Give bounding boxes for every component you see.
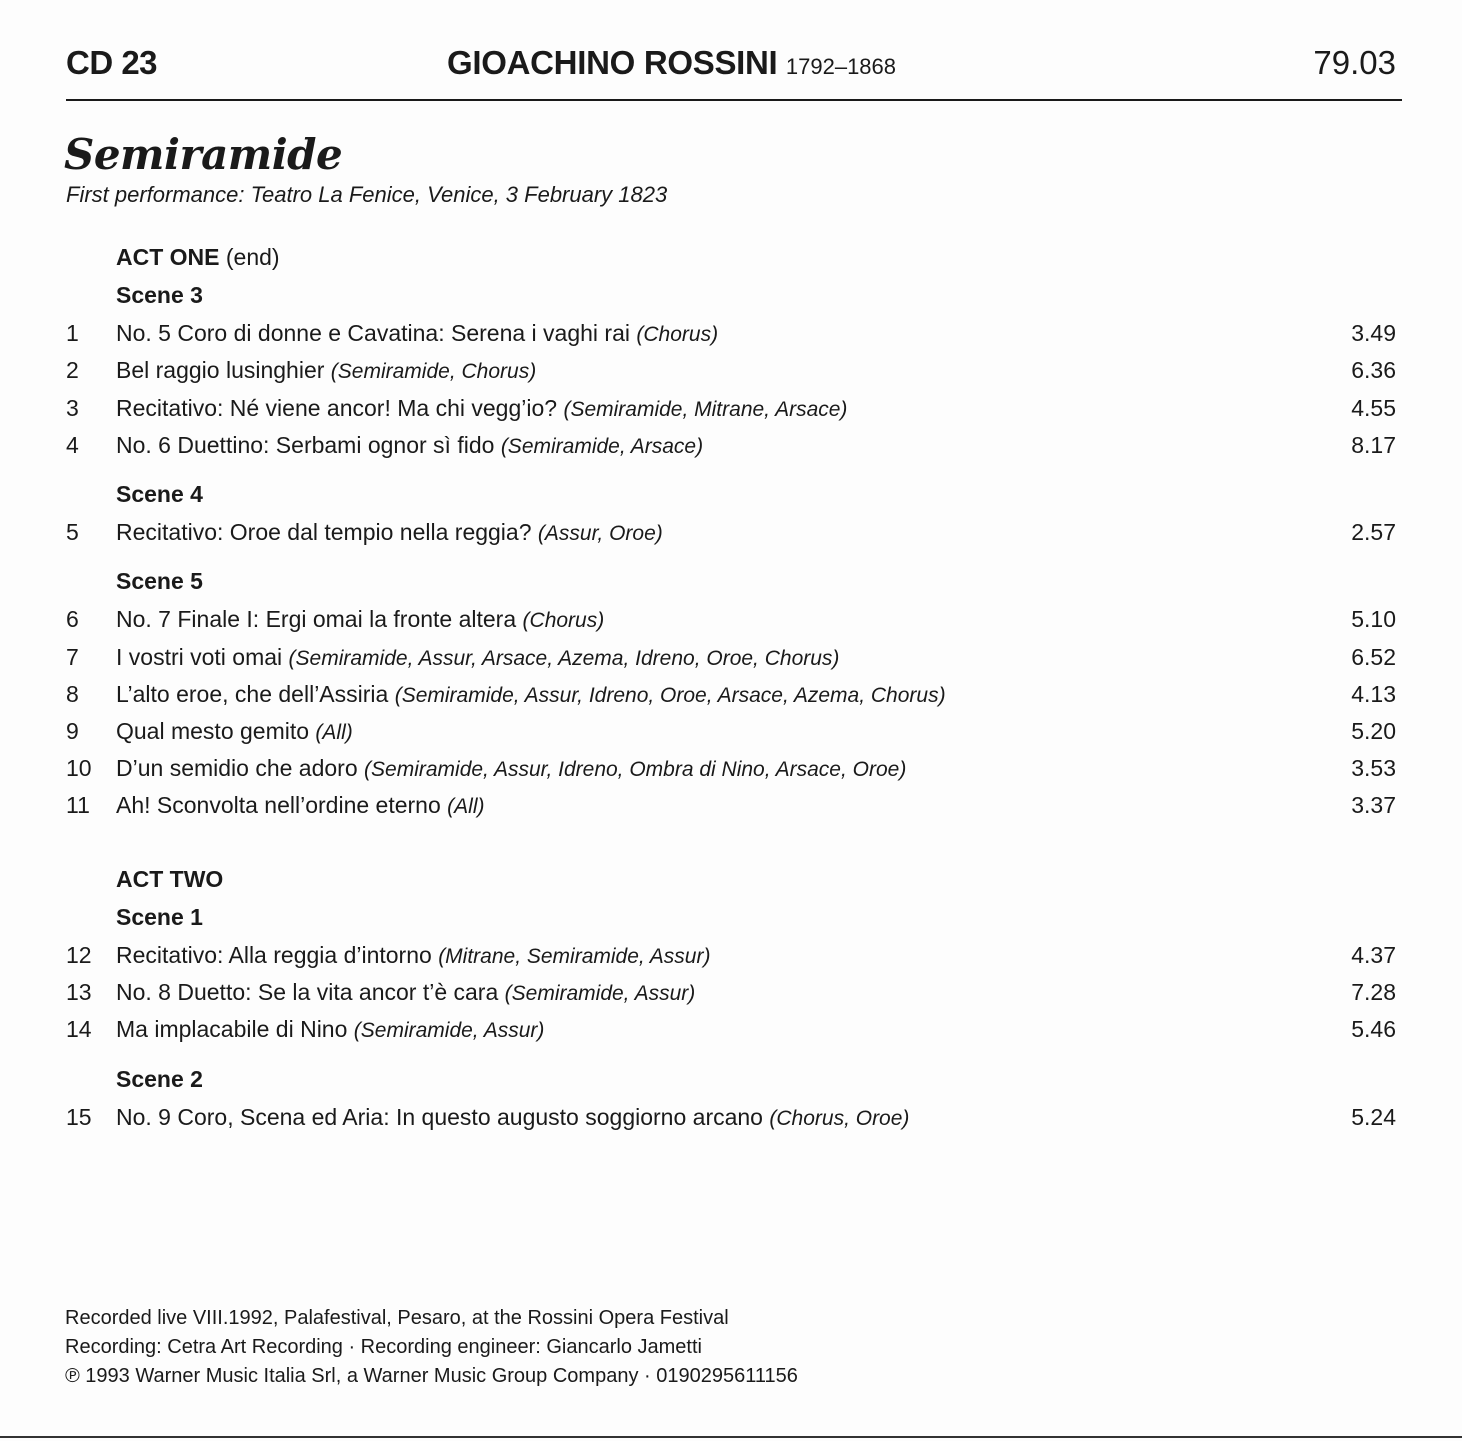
scene-label: Scene 5 xyxy=(116,568,203,594)
track-text xyxy=(116,1104,909,1131)
track-title: Qual mesto gemito xyxy=(116,718,310,744)
track-title: No. 7 Finale I: Ergi omai la fronte altera xyxy=(116,606,517,632)
track-title: D’un semidio che adoro xyxy=(116,755,358,781)
track-title: Ah! Sconvolta nell’ordine eterno xyxy=(116,792,441,818)
track-roles: (Semiramide, Chorus) xyxy=(330,360,537,383)
track-row xyxy=(0,357,1462,394)
scene-label: Scene 4 xyxy=(116,481,203,507)
track-number: 9 xyxy=(66,718,79,744)
track-duration: 5.46 xyxy=(1351,1016,1396,1042)
track-row xyxy=(0,1104,1462,1141)
track-duration: 4.13 xyxy=(1351,681,1396,707)
track-title: No. 5 Coro di donne e Cavatina: Serena i vaghi rai xyxy=(116,320,630,346)
track-number: 14 xyxy=(66,1016,92,1042)
track-text xyxy=(116,357,536,384)
track-number: 6 xyxy=(66,606,79,632)
track-row xyxy=(0,792,1462,829)
track-text xyxy=(116,942,710,969)
track-number: 7 xyxy=(66,644,79,670)
track-text xyxy=(116,1016,544,1043)
track-text xyxy=(116,519,663,546)
credit-line: Recording: Cetra Art Recording · Recording engineer: Giancarlo Jametti xyxy=(65,1336,702,1358)
track-number: 5 xyxy=(66,519,79,545)
scene-label: Scene 2 xyxy=(116,1066,203,1092)
track-roles: (Chorus) xyxy=(636,323,719,346)
track-duration: 6.36 xyxy=(1351,357,1396,383)
track-roles: (Semiramide, Assur) xyxy=(353,1019,545,1042)
track-roles: (All) xyxy=(447,795,485,818)
track-number: 15 xyxy=(66,1104,92,1130)
track-title: No. 9 Coro, Scena ed Aria: In questo augusto soggiorno arcano xyxy=(116,1104,763,1130)
track-number: 11 xyxy=(66,792,90,818)
track-roles: (Semiramide, Assur, Idreno, Oroe, Arsace, Azema, Chorus) xyxy=(394,684,946,707)
composer xyxy=(447,44,896,82)
track-duration: 3.53 xyxy=(1351,755,1396,781)
track-title: Bel raggio lusinghier xyxy=(116,357,325,383)
track-duration: 3.37 xyxy=(1351,792,1396,818)
page-header xyxy=(66,40,1402,88)
track-roles: (Chorus) xyxy=(522,609,605,632)
track-duration: 7.28 xyxy=(1351,979,1396,1005)
premiere-info: First performance: Teatro La Fenice, Venice, 3 February 1823 xyxy=(66,182,668,207)
track-title: No. 8 Duetto: Se la vita ancor t’è cara xyxy=(116,979,499,1005)
composer-dates: 1792–1868 xyxy=(785,54,897,79)
track-number: 1 xyxy=(66,320,79,346)
track-number: 10 xyxy=(66,755,92,781)
track-row xyxy=(0,755,1462,792)
copyright-line: ℗ 1993 Warner Music Italia Srl, a Warner Music Group Company · 0190295611156 xyxy=(65,1365,798,1387)
scene-heading xyxy=(116,904,203,931)
track-row xyxy=(0,395,1462,432)
track-roles: (Semiramide, Arsace) xyxy=(500,435,704,458)
track-roles: (Mitrane, Semiramide, Assur) xyxy=(438,945,711,968)
track-title: I vostri voti omai xyxy=(116,644,283,670)
track-row xyxy=(0,320,1462,357)
track-duration: 2.57 xyxy=(1351,519,1396,545)
act-heading xyxy=(116,244,280,271)
track-number: 12 xyxy=(66,942,92,968)
track-roles: (Semiramide, Assur, Idreno, Ombra di Nino, Arsace, Oroe) xyxy=(364,758,907,781)
track-row xyxy=(0,1016,1462,1053)
track-text xyxy=(116,320,718,347)
track-title: No. 6 Duettino: Serbami ognor sì fido xyxy=(116,432,495,458)
track-roles: (All) xyxy=(315,721,353,744)
track-text xyxy=(116,755,906,782)
track-title: Recitativo: Oroe dal tempio nella reggia? xyxy=(116,519,532,545)
scene-heading xyxy=(116,282,203,309)
scene-heading xyxy=(116,1066,203,1093)
track-row xyxy=(0,718,1462,755)
track-row xyxy=(0,681,1462,718)
scene-heading xyxy=(116,481,203,508)
recording-credits xyxy=(65,1304,798,1391)
track-number: 8 xyxy=(66,681,79,707)
scene-heading xyxy=(116,568,203,595)
track-duration: 6.52 xyxy=(1351,644,1396,670)
track-title: Recitativo: Né viene ancor! Ma chi vegg’io? xyxy=(116,395,558,421)
opera-title: Semiramide xyxy=(64,130,343,179)
act-note: (end) xyxy=(225,244,280,270)
track-number: 4 xyxy=(66,432,79,458)
cd-number: CD 23 xyxy=(66,44,158,81)
track-title: Ma implacabile di Nino xyxy=(116,1016,348,1042)
track-row xyxy=(0,979,1462,1016)
track-duration: 3.49 xyxy=(1351,320,1396,346)
track-duration: 8.17 xyxy=(1351,432,1396,458)
track-roles: (Chorus, Oroe) xyxy=(769,1107,910,1130)
track-text xyxy=(116,606,604,633)
credit-line: Recorded live VIII.1992, Palafestival, Pesaro, at the Rossini Opera Festival xyxy=(65,1307,729,1329)
track-duration: 5.24 xyxy=(1351,1104,1396,1130)
track-duration: 5.20 xyxy=(1351,718,1396,744)
header-divider xyxy=(66,99,1402,101)
track-title: L’alto eroe, che dell’Assiria xyxy=(116,681,389,707)
track-number: 13 xyxy=(66,979,92,1005)
track-text xyxy=(116,718,353,745)
track-text xyxy=(116,644,839,671)
act-title: ACT TWO xyxy=(116,866,224,892)
track-text xyxy=(116,395,847,422)
scene-label: Scene 3 xyxy=(116,282,203,308)
track-number: 3 xyxy=(66,395,79,421)
track-row xyxy=(0,519,1462,556)
act-heading xyxy=(116,866,223,893)
composer-name: GIOACHINO ROSSINI xyxy=(447,44,778,81)
total-time: 79.03 xyxy=(1313,44,1396,81)
track-text xyxy=(116,979,695,1006)
track-duration: 4.55 xyxy=(1351,395,1396,421)
track-row xyxy=(0,942,1462,979)
track-row xyxy=(0,606,1462,643)
track-duration: 4.37 xyxy=(1351,942,1396,968)
track-number: 2 xyxy=(66,357,79,383)
track-title: Recitativo: Alla reggia d’intorno xyxy=(116,942,432,968)
track-roles: (Semiramide, Mitrane, Arsace) xyxy=(563,398,848,421)
track-duration: 5.10 xyxy=(1351,606,1396,632)
track-roles: (Semiramide, Assur) xyxy=(504,982,696,1005)
track-text xyxy=(116,792,484,819)
act-title: ACT ONE xyxy=(116,244,220,270)
track-row xyxy=(0,644,1462,681)
track-text xyxy=(116,681,946,708)
scene-label: Scene 1 xyxy=(116,904,203,930)
bottom-divider xyxy=(0,1436,1462,1438)
track-roles: (Assur, Oroe) xyxy=(537,522,663,545)
track-text xyxy=(116,432,703,459)
track-row xyxy=(0,432,1462,469)
track-roles: (Semiramide, Assur, Arsace, Azema, Idreno, Oroe, Chorus) xyxy=(288,647,840,670)
